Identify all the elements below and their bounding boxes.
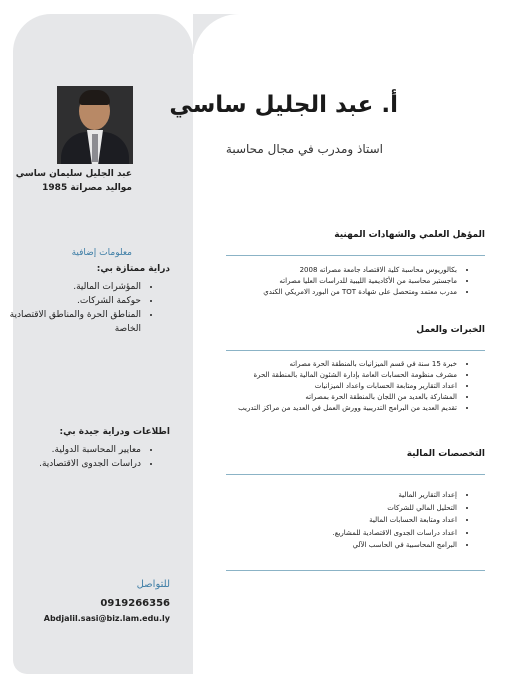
list-item: • مدرب معتمد ومتحصل على شهادة TOT من البورد الامريكي الكندي [189,287,457,298]
extra-info-title: معلومات إضافية [71,248,132,258]
sidebar-birth: مواليد مصراتة 1985 [42,183,132,193]
list-item: • المناطق الحرة والمناطق الاقتصادية الخاصة [1,308,141,336]
strong-skills-list [1,280,155,336]
qualifications-list [189,265,475,298]
list-item: • تقديم العديد من البرامج التدريبية وورش العمل في العديد من مراكز التدريب [192,403,457,414]
list-item: • ماجستير محاسبة من الأكاديمية الليبية للدراسات العليا مصراته [189,276,457,287]
list-item: • التحليل المالي للشركات [199,502,457,515]
good-skills-heading: اطلاعات ودراية جيدة بي: [59,427,170,437]
list-item: • دراسات الجدوى الاقتصادية. [1,457,141,471]
divider [226,350,485,351]
profile-photo [57,86,133,164]
list-item: • اعداد التقارير ومتابعة الحسابات واعداد الميزانيات [192,381,457,392]
strong-skills-heading: دراية ممتازة بي: [96,264,170,274]
list-item: • إعداد التقارير المالية [199,489,457,502]
list-item: • المشاركة بالعديد من اللجان بالمنطقة الحرة بمصراته [192,392,457,403]
contact-phone[interactable]: 0919266356 [100,598,170,609]
experience-list [192,359,475,414]
good-skills-list [1,443,155,471]
list-item: • مشرف منظومة الحسابات العامة بإدارة الشئون المالية بالمنطقة الحرة [192,370,457,381]
list-item: • حوكمة الشركات. [1,294,141,308]
list-item: • بكالوريوس محاسبة كلية الاقتصاد جامعة مصراته 2008 [189,265,457,276]
list-item: • البرامج المحاسبية في الحاسب الآلي [199,539,457,552]
divider [226,474,485,475]
list-item: • المؤشرات المالية. [1,280,141,294]
list-item: • معايير المحاسبة الدولية. [1,443,141,457]
page-title: أ. عبد الجليل ساسي [169,92,398,118]
divider [226,570,485,571]
section-heading-experience: الخبرات والعمل [416,325,485,335]
list-item: • خبرة 15 سنة في قسم الميزانيات بالمنطقة الحرة مصراته [192,359,457,370]
divider [226,255,485,256]
section-heading-specialties: التخصصات المالية [406,449,485,459]
page-subtitle: استاذ ومدرب في مجال محاسبة [225,142,383,156]
list-item: • اعداد ومتابعة الحسابات المالية [199,514,457,527]
header-card [193,14,510,74]
specialties-list [199,489,475,552]
list-item: • اعداد دراسات الجدوى الاقتصادية للمشاريع. [199,527,457,540]
contact-title: للتواصل [136,579,170,590]
contact-email[interactable]: Abdjalil.sasi@biz.lam.edu.ly [43,614,170,623]
section-heading-qualifications: المؤهل العلمي والشهادات المهنية [334,230,485,240]
sidebar-full-name: عبد الجليل سليمان ساسي [15,169,132,179]
